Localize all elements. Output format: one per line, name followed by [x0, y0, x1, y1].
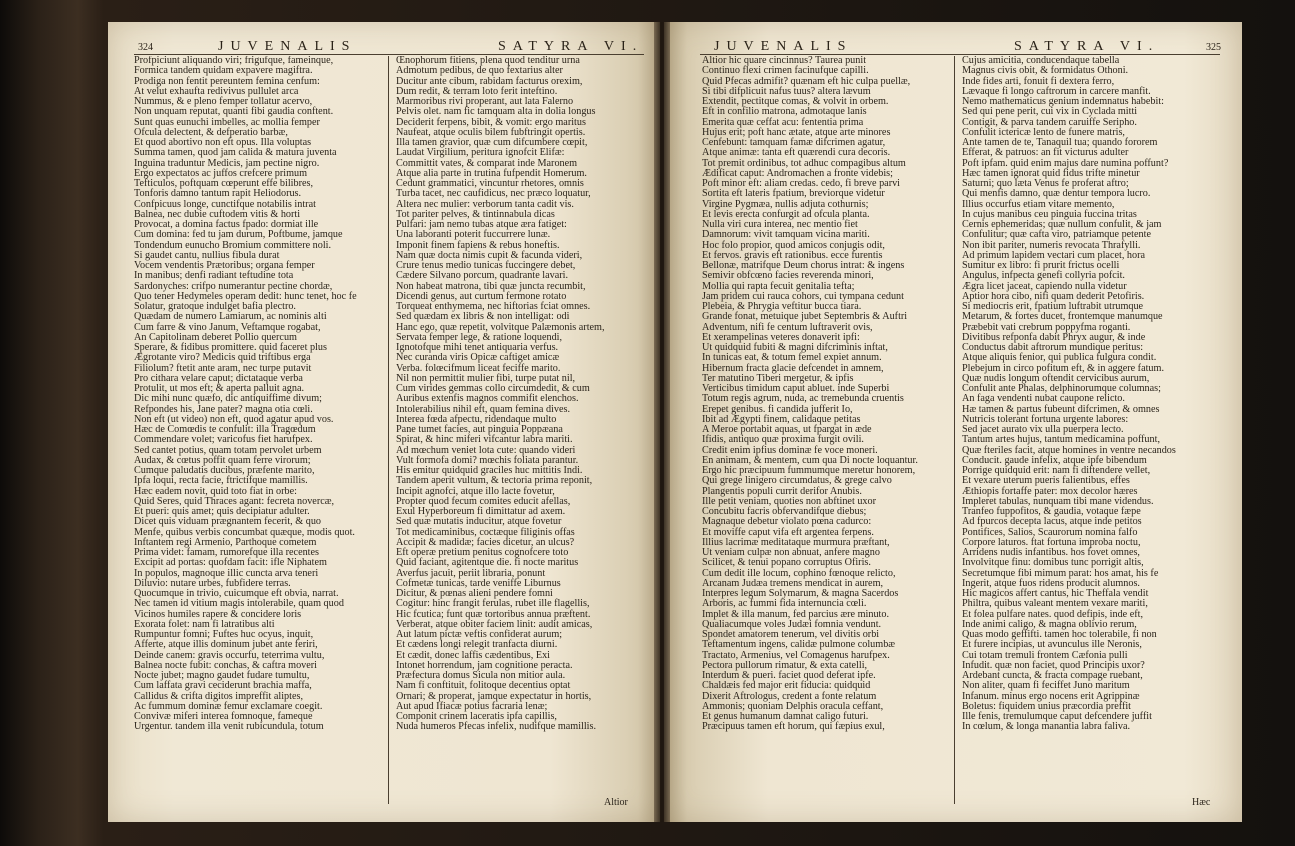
verse-line: Urgentur. tandem illa venit rubicundula, totum: [134, 721, 324, 733]
verse-line: Cædere Silvano porcum, quadrante lavari.: [396, 270, 569, 282]
verse-line: Non unquam reputat, quanti fibi gaudia conftent.: [134, 106, 334, 118]
verse-line: Vicinos humiles rapere & concidere loris: [134, 608, 302, 620]
verse-line: Pectora pullorum rimatur, & exta catelli,: [702, 659, 868, 671]
verse-line: Hæ tamen & partus fubeunt difcrimen, & omnes: [962, 403, 1160, 415]
verse-line: Non ibit pariter, numeris revocata Thrafylli.: [962, 239, 1141, 251]
verse-line: Œnophorum fitiens, plena quod tenditur urna: [396, 56, 580, 66]
verse-line: Hic magicos affert cantus, hic Theffala vendit: [962, 588, 1149, 599]
verse-line: Tot medicaminibus, coctæque filiginis offas: [396, 526, 575, 538]
verse-line: Efferat, & patruos: an fit victurus adulter: [962, 147, 1129, 159]
verse-line: Sunt quas eunuchi imbelles, ac mollia femper: [134, 116, 320, 128]
verse-line: Arridens nudis infantibus. hos fovet omnes,: [962, 547, 1140, 558]
verse-line: Crure tenus medio tunicas fuccingere debet,: [396, 260, 576, 271]
column-divider: [954, 56, 955, 804]
verse-line: Et levis erecta confurgit ad ofcula planta.: [702, 208, 870, 220]
verse-line: Ter matutino Tiberi mergetur, & ipfis: [702, 372, 854, 384]
verse-line: Hæc eadem novit, quid toto fiat in orbe:: [134, 485, 297, 497]
verse-line: Nocte jubet; magno gaudet fudare tumultu,: [134, 670, 310, 681]
verse-line: Commendare volet; varicofus fiet harufpex.: [134, 434, 313, 446]
header-rule: [134, 54, 644, 55]
verse-line: Quid faciant, agitentque die. fi nocte maritus: [396, 557, 579, 569]
verse-line: Si tibi difplicuit nafus tuus? altera lævum: [702, 85, 871, 97]
verse-line: Non aliter, quam fi feciffet Juno maritum: [962, 680, 1130, 692]
verse-line: Vult formofa domi? mœchis foliata parantur.: [396, 454, 579, 466]
verse-line: Summa tamen, quod jam calida & matura juventa: [134, 147, 337, 159]
verse-line: Non habeat matrona, tibi quæ juncta recumbit,: [396, 280, 586, 292]
verse-line: Nuda humeros Pfecas infelix, nudifque mamillis.: [396, 721, 597, 733]
verse-line: Infanum. minus ergo nocens erit Agrippinæ: [962, 690, 1140, 702]
verse-line: Aut apud Ifiacæ potius facraria lenæ;: [396, 700, 548, 712]
book-gutter: [654, 22, 670, 822]
verse-line: Ac fummum dominæ femur exclamare coegit.: [134, 700, 323, 712]
verse-line: Ante tamen de te, Tanaquil tua; quando fororem: [962, 137, 1158, 148]
verse-line: Sardonyches: crifpo numerantur pectine chordæ,: [134, 280, 333, 292]
verse-line: Ignotofque mihi tenet antiquaria verfus.: [396, 342, 559, 353]
verse-line: In manibus; denfi radiant teftudine tota: [134, 270, 294, 282]
verse-line: Præcipuus tamen eft horum, qui fæpius exul,: [702, 721, 885, 733]
verse-line: Divitibus refponfa dabit Phryx augur, & inde: [962, 331, 1146, 343]
verse-line: Pro cithara velare caput; dictataque verba: [134, 372, 303, 384]
verse-line: Si mediocris erit, fpatium luftrabit utrumque: [962, 301, 1144, 312]
verse-line: Diluvio: nutare urbes, fubfidere terras.: [134, 577, 291, 589]
verse-line: Pane tumet facies, aut pinguia Poppæana: [396, 424, 563, 435]
verse-line: Solatur, gratoque indulget bafia plectro.: [134, 301, 296, 312]
verse-line: Cofmetæ tunicas, tarde veniffe Liburnus: [396, 577, 561, 589]
verse-line: Interea fœda afpectu, ridendaque multo: [396, 413, 557, 425]
verse-line: Audax, & cœtus poffit quam ferre virorum;: [134, 454, 311, 466]
verse-line: Nec curanda viris Opicæ caftiget amicæ: [396, 352, 560, 364]
verse-line: Quæ nudis longum oftendit cervicibus aurum,: [962, 372, 1150, 384]
verse-line: Inguina traduntur Medicis, jam pectine nigro.: [134, 157, 320, 169]
verse-line: Plebejum in circo pofitum eft, & in aggere fatum.: [962, 362, 1164, 374]
verse-line: Afferte, atque illis dominum jubet ante feriri,: [134, 639, 318, 651]
verse-line: Tefticulos, poftquam cœperunt effe bilibres,: [134, 178, 314, 189]
verse-line: Tantum artes hujus, tantum medicamina poffunt,: [962, 434, 1160, 446]
verse-line: Quocumque in trivio, cuicumque eft obvia, narrat.: [134, 588, 339, 599]
verse-line: Formica tandem quidam expavere magiftra.: [134, 65, 313, 77]
verse-line: Qui menfis damno, quæ dentur tempora lucro.: [962, 188, 1151, 200]
verse-line: Sortita eft lateris fpatium, breviorque videtur: [702, 188, 885, 200]
verse-line: Credit enim ipfius dominæ fe voce moneri.: [702, 444, 878, 456]
verse-line: Balnea, nec dubie cuftodem vitis & horti: [134, 208, 301, 220]
verse-line: Jam pridem cui rauca cohors, cui tympana cedunt: [702, 290, 904, 302]
verse-line: Ad primum lapidem vectari cum placet, hora: [962, 249, 1146, 261]
verse-line: Admotum pedibus, de quo fextarius alter: [396, 65, 563, 77]
verse-line: Dicendi genus, aut curtum fermone rotato: [396, 290, 567, 302]
verse-line: Ibit ad Ægypti finem, calidaque petitas: [702, 413, 861, 425]
verse-line: Teftamentum ingens, calidæ pulmone columbæ: [702, 639, 896, 651]
verse-line: Mollia qui rapta fecuit genitalia tefta;: [702, 280, 855, 292]
verse-line: Hæc tamen ignorat quid fidus trifte minetur: [962, 167, 1140, 179]
catchword: Altior: [604, 797, 628, 808]
verse-line: Nam quæ docta nimis cupit & facunda videri,: [396, 249, 583, 261]
verse-line: Implet & illa manum, fed parcius ære minuto.: [702, 608, 890, 620]
verse-line: Sed cantet potius, quam totam pervolet urbem: [134, 444, 322, 456]
verse-line: Hoc folo propior, quod amicos conjugis odit,: [702, 239, 885, 251]
verse-line: Hæc de Comœdis te confulit: illa Tragœdum: [134, 424, 316, 435]
header-rule: [700, 54, 1220, 55]
verse-line: Et cædit, donec laffis cædentibus, Exi: [396, 649, 551, 661]
verse-line: Ducitur ante cibum, rabidam facturus orexim,: [396, 75, 583, 87]
verse-line: Continuo flexi crimen facinufque capilli.: [702, 65, 869, 77]
verse-line: Cum virides gemmas collo circumdedit, & cum: [396, 383, 590, 394]
running-head-title: SATYRA VI.: [498, 39, 644, 54]
verse-line: Pulfari: jam nemo tubas atque æra fatiget:: [396, 219, 567, 230]
verse-line: Nil non permittit mulier fibi, turpe putat nil,: [396, 372, 576, 384]
verse-line: Arcanam Judæa tremens mendicat in aurem,: [702, 577, 884, 589]
verse-line: Rumpuntur fomni; Fuftes huc ocyus, inquit,: [134, 629, 314, 640]
verse-line: Hanc ego, quæ repetit, volvitque Palæmonis artem,: [396, 321, 605, 333]
verse-line: Deinde canem: gravis occurfu, teterrima vultu,: [134, 649, 325, 661]
verse-line: Quædam de numero Lamiarum, ac nominis alti: [134, 311, 327, 323]
verse-line: In tunicas eat, & totum femel expiet annum.: [702, 352, 882, 364]
verse-line: Marmoribus rivi properant, aut lata Falerno: [396, 96, 574, 107]
verse-line: Ipfa loqui, recta facie, ftrictifque mamillis.: [134, 475, 308, 487]
verse-line: Chaldæis fed major erit fiducia: quidquid: [702, 680, 871, 692]
verse-line: Sed qui pene perit, cui vix in Cyclada mitti: [962, 106, 1138, 118]
verse-line: Dicet quis viduam prægnantem fecerit, & quo: [134, 516, 322, 528]
verse-line: In cœlum, & longa manantia labra faliva.: [962, 721, 1131, 733]
verse-line: Tot pariter pelves, & tintinnabula dicas: [396, 208, 555, 220]
verse-line: Boletus: fiquidem unius præcordia preffit: [962, 700, 1132, 712]
verse-line: Hujus erit; poft hanc ætate, atque arte minores: [702, 126, 891, 138]
verse-line: Non eft (ut video) non eft, quod agatur apud vos.: [134, 413, 334, 425]
verse-line: Ad fpurcos decepta lacus, atque inde petitos: [962, 516, 1142, 528]
verse-line: Præfectura domus Sicula non mitior aula.: [396, 670, 566, 681]
running-head-title: SATYRA VI.: [1014, 39, 1160, 54]
verse-line: Naufeat, atque oculis bilem fubftringit opertis.: [396, 126, 586, 138]
verse-line: Ammonis; quoniam Delphis oracula ceffant,: [702, 700, 884, 712]
verse-line: Verticibus timidum caput abluet. inde Superbi: [702, 383, 890, 394]
verse-line: Tandem aperit vultum, & tectoria prima reponit,: [396, 475, 593, 487]
verse-line: Profpiciunt aliquando viri; frigufque, fameinque,: [134, 56, 334, 66]
verse-line: Et folea pulfare nates. quod defipis, inde eft,: [962, 608, 1144, 620]
verse-line: Balnea nocte fubit: conchas, & caftra moveri: [134, 659, 318, 671]
text-column-2: [962, 56, 1218, 733]
verse-line: Filiolum? ftetit ante aram, nec turpe putavit: [134, 362, 312, 374]
right-page: [664, 22, 1242, 822]
verse-line: Ingerit, atque fuos ridens producit alumnos.: [962, 577, 1140, 589]
text-column-1: [134, 56, 382, 733]
verse-line: Cum domina: fed tu jam durum, Poftbume, jamque: [134, 229, 343, 241]
running-head-author: JUVENALIS: [218, 39, 357, 54]
verse-line: Aptior hora cibo, nifi quam dederit Petofiris.: [962, 290, 1145, 302]
verse-line: Spirat, & hinc miferi vifcantur labra mariti.: [396, 434, 573, 446]
verse-line: Adventum, nifi fe centum luftraverit ovis,: [702, 321, 873, 333]
text-column-1: [702, 56, 950, 733]
verse-line: An Capitolinam deberet Pollio quercum: [134, 331, 297, 343]
verse-line: Sed quædam ex libris & non intelligat: odi: [396, 311, 570, 323]
verse-line: Prima videt: famam, rumorefque illa recentes: [134, 547, 320, 558]
verse-line: Intolerabilius nihil eft, quam femina dives.: [396, 403, 570, 415]
verse-line: Dicitur, & pœnas alieni pendere fomni: [396, 588, 553, 599]
verse-line: Damnorum: vivit tamquam vicina mariti.: [702, 229, 870, 241]
verse-line: Ille petit veniam, quoties non abftinet uxor: [702, 495, 876, 507]
verse-line: Poft ipfam. quid enim majus dare numina poffunt?: [962, 157, 1169, 169]
verse-line: Una laboranti poterit fuccurrere lunæ.: [396, 229, 551, 241]
verse-line: Si gaudet cantu, nullius fibula durat: [134, 249, 280, 261]
verse-line: Qualiacumque voles Judæi fomnia vendunt.: [702, 618, 882, 630]
verse-line: At velut exhaufta redivivus pullulet arca: [134, 85, 299, 97]
verse-line: Ergo hic præcipuum fummumque meretur honorem,: [702, 465, 916, 476]
verse-line: Et moviffe caput vifa eft argentea ferpens.: [702, 526, 874, 538]
verse-line: Plebeia, & Phrygia veftitur bucca tiara.: [702, 301, 862, 312]
verse-line: Eft in confilio matrona, admotaque lanis: [702, 106, 867, 118]
right-page-header: [664, 22, 1242, 56]
verse-line: Provocat, a domina factus fpado: dormiat ille: [134, 219, 319, 230]
verse-line: Nemo mathematicus genium indemnatus habebit:: [962, 96, 1165, 107]
verse-line: Emerita quæ ceffat acu: fententia prima: [702, 116, 864, 128]
verse-line: Ad mœchum veniet lota cute: quando videri: [396, 444, 576, 456]
verse-line: In populos, magnoque illic cuncta arva teneri: [134, 567, 319, 579]
verse-line: Exul Hyperboreum fi dimittatur ad axem.: [396, 506, 566, 517]
verse-line: Interpres legum Solymarum, & magna Sacerdos: [702, 588, 899, 599]
verse-line: Tot premit ordinibus, tot adhuc compagibus altum: [702, 157, 906, 169]
verse-line: Magnus civis obit, & formidatus Othoni.: [962, 65, 1129, 77]
column-divider: [388, 56, 389, 804]
left-page-header: [108, 22, 660, 56]
verse-line: Nec tamen id vitium magis intolerabile, quam quod: [134, 598, 344, 610]
verse-line: Inftantem regi Armenio, Parthoque cometem: [134, 536, 317, 548]
verse-line: Quæ fteriles facit, atque homines in ventre necandos: [962, 444, 1176, 456]
verse-line: Prodiga non fentit pereuntem femina cenfum:: [134, 75, 320, 87]
verse-line: Atque animæ: tanta eft quærendi cura decoris.: [702, 147, 891, 159]
verse-line: Deciderit ferpens, bibit, & vomit: ergo maritus: [396, 116, 586, 128]
verse-line: Lævaque fi longo caftrorum in carcere manfit.: [962, 85, 1151, 97]
verse-line: Accipit & madidæ; facies dicetur, an ulcus?: [396, 536, 575, 548]
verse-line: Callidus & crifta digitos impreffit aliptes,: [134, 690, 304, 702]
verse-line: Et cædens longi relegit tranfacta diurni.: [396, 639, 558, 651]
verse-line: En animam, & mentem, cum qua Di nocte loquantur.: [702, 454, 918, 466]
verse-line: Conductus dabit aftrorum mundique peritus:: [962, 342, 1144, 353]
verse-line: Qui grege linigero circumdatus, & grege calvo: [702, 475, 892, 487]
verse-line: Committit vates, & comparat inde Maronem: [396, 157, 578, 169]
catchword: Hæc: [1192, 797, 1211, 808]
verse-line: Vocem vendentis Prætoribus; organa femper: [134, 260, 315, 271]
verse-line: His emitur quidquid graciles huc mittitis Indi.: [396, 465, 583, 476]
verse-line: Protulit, ut mos eft; & aperta palluit agna.: [134, 383, 305, 394]
verse-line: Nulla viri cura interea, nec mentio fiet: [702, 219, 858, 230]
verse-line: Dic mihi nunc quæfo, dic antiquiffime divum;: [134, 393, 322, 405]
verse-line: Verba. folœcifmum liceat feciffe marito.: [396, 362, 561, 374]
verse-line: Illius lacrimæ meditataque murmura præftant,: [702, 536, 890, 548]
verse-line: Exorata folet: nam fi latratibus alti: [134, 618, 275, 630]
verse-line: Virgine Pygmæa, nullis adjuta cothurnis;: [702, 198, 869, 210]
verse-line: Ut veniam culpæ non abnuat, anfere magno: [702, 547, 880, 558]
verse-line: Aut latum pictæ veftis confiderat aurum;: [396, 629, 563, 640]
verse-line: Tonforis damno tantum rapit Heliodorus.: [134, 188, 302, 200]
verse-line: Et furere incipias, ut avunculus ille Neronis,: [962, 639, 1142, 651]
verse-line: Dum redit, & terram loto ferit inteftino.: [396, 85, 558, 97]
verse-line: Confulit ante Phalas, delphinorumque columnas;: [962, 383, 1161, 394]
verse-line: Involvitque finu: domibus tunc porrigit altis,: [962, 557, 1144, 569]
verse-line: Tranfeo fuppofitos, & gaudia, votaque fæpe: [962, 506, 1141, 517]
verse-line: Quid Seres, quid Thraces agant: fecreta novercæ,: [134, 495, 335, 507]
verse-line: Corpore laturos. ftat fortuna improba noctu,: [962, 536, 1141, 548]
verse-line: Ardebant cuncta, & fracta compage ruebant,: [962, 670, 1143, 681]
verse-line: Infudit. quæ non faciet, quod Principis uxor?: [962, 659, 1145, 671]
verse-line: Menfe, quibus verbis concumbat quæque, modis quot.: [134, 526, 355, 538]
running-head-author: JUVENALIS: [714, 39, 853, 54]
verse-line: Componit crinem laceratis ipfa capillis,: [396, 711, 557, 722]
left-page: [108, 22, 660, 822]
verse-line: Sumitur ex libro: fi prurit frictus ocelli: [962, 260, 1120, 271]
verse-line: Bellonæ, matrifque Deum chorus intrat: & ingens: [702, 260, 905, 271]
verse-line: Hic fcutica; funt quæ tortoribus annua præftent.: [396, 608, 591, 620]
verse-line: Altera nec mulier: verborum tanta cadit vis.: [396, 198, 574, 210]
verse-line: Imponit finem fapiens & rebus honeftis.: [396, 239, 560, 251]
verse-line: Atque aliquis fenior, qui publica fulgura condit.: [962, 352, 1157, 364]
verse-line: Turba tacet, nec caufidicus, nec præco loquatur,: [396, 188, 591, 200]
verse-line: Impleret tabulas, nunquam tibi mane videndus.: [962, 495, 1154, 507]
verse-line: Sed jacet aurato vix ulla puerpera lecto.: [962, 424, 1124, 435]
verse-line: Cumque paludatis ducibus, præfente marito,: [134, 465, 315, 476]
verse-line: Grande fonat, metuique jubet Septembris & Auftri: [702, 311, 908, 323]
verse-line: Eft operæ pretium penitus cognofcere toto: [396, 547, 569, 558]
verse-line: Propter quod fecum comites educit afellas,: [396, 495, 571, 507]
verse-line: Ut quidquid fubiti & magni difcriminis inftat,: [702, 342, 888, 353]
verse-line: Plangentis populi currit derifor Anubis.: [702, 485, 862, 497]
verse-line: Confulit ictericæ lento de funere matris,: [962, 126, 1125, 138]
verse-line: Nam fi conftituit, folitoque decentius optat: [396, 680, 571, 692]
verse-line: Quas modo geffifti. tamen hoc tolerabile, fi non: [962, 629, 1157, 640]
verse-line: Ædificat caput: Andromachen a fronte videbis;: [702, 167, 893, 179]
verse-line: Cui totam tremuli frontem Cæfonia pulli: [962, 649, 1128, 661]
verse-line: Et fervos. gravis eft rationibus. ecce furentis: [702, 249, 883, 261]
verse-line: Inde fides arti, fonuit fi dextera ferro,: [962, 75, 1115, 87]
verse-line: Atque alia parte in trutina fufpendit Homerum.: [396, 167, 587, 179]
verse-line: Cernis ephemeridas; quæ nullum confulit, & jam: [962, 219, 1162, 230]
verse-line: Torqueat enthymema, nec hiftorias fciat omnes.: [396, 301, 591, 312]
verse-line: Metarum, & fortes ducet, frontemque manumque: [962, 311, 1163, 323]
verse-line: Et xerampelinas veteres donaverit ipfi:: [702, 331, 860, 343]
verse-line: Secretumque fibi mimum parat: hos amat, his fe: [962, 567, 1159, 579]
verse-line: Sed quæ mutatis inducitur, atque fovetur: [396, 516, 562, 528]
verse-line: Magnaque debetur violato pœna cadurco:: [702, 516, 872, 528]
verse-line: Ille fenis, tremulumque caput defcendere juffit: [962, 711, 1152, 722]
verse-line: Averfus jacuit, periit libraria, ponunt: [396, 567, 546, 579]
verse-line: Ægra licet jaceat, capiendo nulla videtur: [962, 280, 1127, 292]
verse-line: Angulus, infpecta genefi collyria pofcit.: [962, 270, 1125, 282]
verse-line: Servata femper lege, & ratione loquendi,: [396, 331, 563, 343]
verse-line: Interdum & pueri. faciet quod deferat ipfe.: [702, 670, 876, 681]
verse-line: Quid Pfecas admifit? quænam eft hic culpa puellæ,: [702, 75, 911, 87]
verse-line: Cujus amicitia, conducendaque tabella: [962, 56, 1120, 66]
verse-line: Et vexare uterum pueris falientibus, effes: [962, 475, 1130, 487]
verse-line: Laudat Virgilium, peritura ignofcit Elifæ:: [396, 147, 565, 159]
verse-line: Præbebit vati crebrum poppyfma roganti.: [962, 321, 1131, 333]
verse-line: Contigit, & parva tandem caruiffe Seripho.: [962, 116, 1137, 128]
page-number-left: 324: [138, 42, 153, 53]
verse-line: Inde animi caligo, & magna oblivio rerum,: [962, 618, 1137, 630]
verse-line: Ægrotante viro? Medicis quid triftibus erga: [134, 352, 311, 364]
verse-line: Semivir obfcœno facies reverenda minori,: [702, 270, 874, 282]
verse-line: Convivæ miferi interea fomnoque, fameque: [134, 711, 313, 722]
verse-line: Excipit ad portas: quofdam facit: ifle Niphatem: [134, 557, 327, 569]
verse-line: Arboris, ac fummi fida internuncia cœli.: [702, 598, 867, 610]
verse-line: Spondet amatorem tenerum, vel divitis orbi: [702, 629, 880, 640]
page-number-right: 325: [1206, 42, 1221, 53]
verse-line: In cujus manibus ceu pinguia fuccina tritas: [962, 208, 1137, 220]
verse-line: Pontifices, Salios, Scaurorum nomina falfo: [962, 526, 1138, 538]
verse-line: Erepet genibus. fi candida jufferit Io,: [702, 403, 853, 415]
verse-line: Æthiopis fortaffe pater: mox decolor hæres: [962, 485, 1138, 497]
verse-line: Scilicet, & tenui popano corruptus Ofiris.: [702, 557, 871, 569]
verse-line: Cedunt grammatici, vincuntur rhetores, omnis: [396, 178, 584, 189]
verse-line: Ifidis, antiquo quæ proxima furgit ovili.: [702, 434, 864, 446]
verse-line: Illius occurfus etiam vitare memento,: [962, 198, 1115, 210]
verse-line: Sperare, & fidibus promittere. quid faceret plus: [134, 342, 327, 353]
verse-line: An faga vendenti nubat caupone relicto.: [962, 393, 1125, 405]
verse-line: Hibernum fracta glacie defcendet in amnem,: [702, 362, 884, 374]
verse-line: Auribus extenfis magnos commifit elenchos.: [396, 393, 579, 405]
verse-line: Incipit agnofci, atque illo lacte fovetur,: [396, 485, 555, 497]
verse-line: Cum dedit ille locum, cophino fœnoque relicto,: [702, 567, 896, 579]
verse-line: Cogitur: hinc frangit ferulas, rubet ille flagellis,: [396, 598, 590, 610]
verse-line: Nutricis tolerant fortuna urgente labores:: [962, 413, 1129, 425]
verse-line: Tractato, Armenius, vel Comagenus harufpex.: [702, 649, 890, 661]
verse-line: Et quod abortivo non eft opus. Illa voluptas: [134, 137, 312, 148]
verse-line: Pelvis olet. nam fic tamquam alta in dolia longus: [396, 106, 596, 118]
verse-line: Refpondes his, Jane pater? magna otia cœli.: [134, 403, 313, 415]
verse-line: Et pueri: quis amet; quis decipiatur adulter.: [134, 506, 310, 517]
verse-line: Verberat, atque obiter faciem linit: audit amicas,: [396, 618, 593, 630]
verse-line: Et genus humanum damnat caligo futuri.: [702, 711, 869, 722]
verse-line: A Meroe portabit aquas, ut fpargat in æde: [702, 424, 872, 435]
verse-line: Conducit. gaude infelix, atque ipfe bibendum: [962, 454, 1147, 466]
verse-line: Porrige quidquid erit: nam fi diftendere vellet,: [962, 465, 1151, 476]
verse-line: Ofcula delectent, & defperatio barbæ,: [134, 126, 288, 138]
verse-line: Poft minor eft: aliam credas. cedo, fi breve parvi: [702, 178, 901, 189]
verse-line: Confpicuus longe, cunctifque notabilis intrat: [134, 198, 316, 210]
verse-line: Cenfebunt: tamquam famæ difcrimen agatur,: [702, 137, 886, 148]
verse-line: Cum laffata gravi ceciderunt brachia maffa,: [134, 680, 312, 692]
verse-line: Dixerit Aftrologus, credent a fonte relatum: [702, 690, 877, 702]
verse-line: Intonet horrendum, jam cognitione peracta.: [396, 659, 573, 671]
verse-line: Quo tener Hedymeles operam dedit: hunc tenet, hoc fe: [134, 290, 357, 302]
verse-line: Extendit, pectitque comas, & volvit in orbem.: [702, 96, 889, 107]
verse-line: Totum regis agrum, nuda, ac tremebunda cruentis: [702, 393, 904, 405]
verse-line: Philtra, quibus valeant mentem vexare mariti,: [962, 598, 1148, 610]
verse-line: Cum farre & vino Janum, Veftamque rogabat,: [134, 321, 321, 333]
verse-line: Confulitur; quæ cafta viro, patriamque petente: [962, 229, 1151, 241]
verse-line: Saturni; quo læta Venus fe proferat aftro;: [962, 178, 1129, 189]
verse-line: Ergo expectatos ac juffos crefcere primum: [134, 167, 308, 179]
verse-line: Altior hic quare cincinnus? Taurea punit: [702, 56, 867, 66]
verse-line: Concubitu facris obfervandifque diebus;: [702, 506, 867, 517]
verse-line: Ornari; & properat, jamque expectatur in hortis,: [396, 690, 592, 702]
verse-line: Illa tamen gravior, quæ cum difcumbere cœpit,: [396, 137, 588, 148]
text-column-2: [396, 56, 644, 733]
verse-line: Nummus, & e pleno femper tollatur acervo,: [134, 96, 313, 107]
verse-line: Tondendum eunucho Bromium committere noli.: [134, 239, 332, 251]
